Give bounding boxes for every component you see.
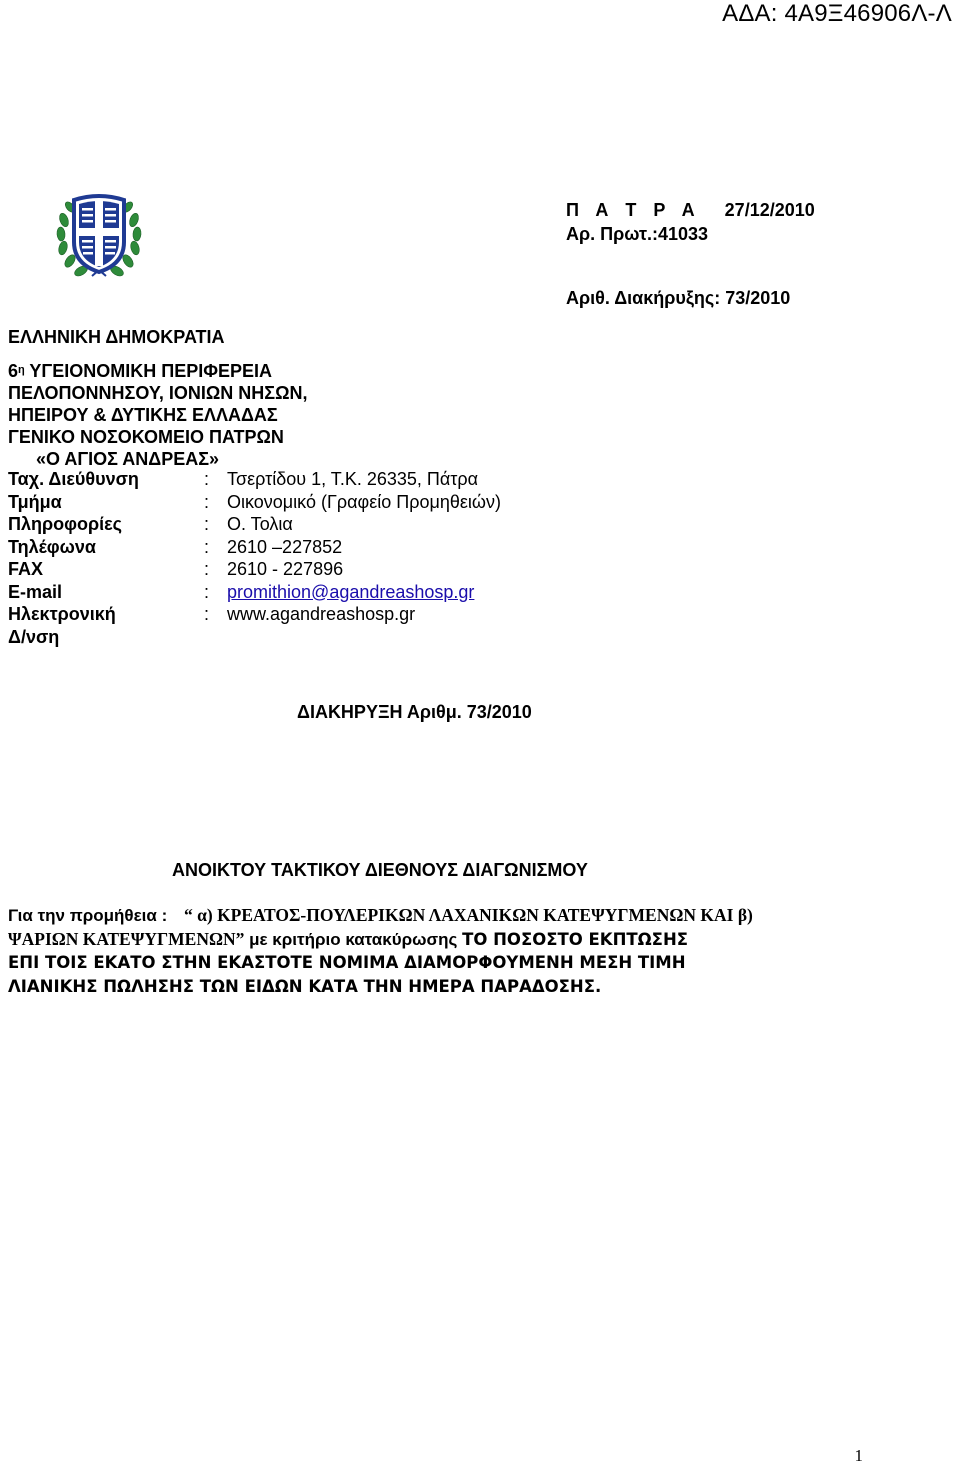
contact-colon: : [204, 491, 210, 512]
contact-label: Πληροφορίες [8, 514, 123, 534]
contact-value: 2610 - 227896 [227, 559, 344, 579]
contact-label: E-mail [8, 581, 63, 602]
declaration-heading: ΔΙΑΚΗΡΥΞΗ Αριθμ. 73/2010 [297, 702, 532, 722]
description-line-1 [8, 904, 948, 928]
tender-description [8, 904, 948, 998]
ada-code: ΑΔΑ: 4Α9Ξ46906Λ-Λ [722, 0, 952, 27]
tender-title: ΑΝΟΙΚΤΟΥ ΤΑΚΤΙΚΟΥ ΔΙΕΘΝΟΥΣ ΔΙΑΓΩΝΙΣΜΟΥ [172, 860, 588, 880]
quote-close: ” [235, 928, 245, 949]
region-superscript: η [18, 364, 25, 376]
contact-value: Οικονομικό (Γραφείο Προμηθειών) [227, 491, 501, 512]
authority-line-3: ΠΕΛΟΠΟΝΝΗΣΟΥ, ΙΟΝΙΩΝ ΝΗΣΩΝ, [8, 383, 308, 403]
region-number: 6 [8, 361, 19, 381]
declaration-number: Αριθ. Διακήρυξης: 73/2010 [566, 288, 791, 308]
contact-label: Ηλεκτρονική [8, 604, 116, 624]
contact-label: Δ/νση [8, 626, 60, 647]
contact-colon: : [204, 559, 210, 579]
contact-colon: : [204, 581, 210, 602]
criterion-emphasis: ΤΟ ΠΟΣΟΣΤΟ ΕΚΠΤΩΣΗΣ [462, 929, 689, 949]
greek-coat-of-arms-icon [56, 190, 142, 282]
contact-colon: : [204, 514, 210, 534]
email-link[interactable]: promithion@agandreashosp.gr [227, 581, 475, 602]
contact-label: FAX [8, 559, 44, 579]
contact-label: Τμήμα [8, 491, 62, 512]
authority-line-6: «Ο ΑΓΙΟΣ ΑΝΔΡΕΑΣ» [36, 449, 220, 469]
quote-open: “ [183, 905, 193, 925]
issuing-authority [8, 326, 308, 470]
description-line-4: ΛΙΑΝΙΚΗΣ ΠΩΛΗΣΗΣ ΤΩΝ ΕΙΔΩΝ ΚΑΤΑ ΤΗΝ ΗΜΕΡΑ ΠΑΡΑΔΟΣΗΣ. [8, 976, 602, 996]
authority-line-5: ΓΕΝΙΚΟ ΝΟΣΟΚΟΜΕΙΟ ΠΑΤΡΩΝ [8, 427, 284, 447]
items-line-1: α) ΚΡΕΑΤΟΣ-ΠΟΥΛΕΡΙΚΩΝ ΛΑΧΑΝΙΚΩΝ ΚΑΤΕΨΥΓΜΕΝΩΝ ΚΑΙ β) [192, 905, 753, 925]
contact-value: Ο. Τολια [227, 514, 293, 534]
page-number: 1 [854, 1446, 863, 1465]
authority-line-4: ΗΠΕΙΡΟΥ & ΔΥΤΙΚΗΣ ΕΛΛΑΔΑΣ [8, 405, 278, 425]
protocol-number: Αρ. Πρωτ.:41033 [566, 224, 709, 244]
city-and-date [566, 200, 815, 221]
description-intro: Για την προμήθεια : [8, 906, 172, 925]
contact-colon: : [204, 536, 210, 557]
items-line-2: ΨΑΡΙΩΝ ΚΑΤΕΨΥΓΜΕΝΩΝ [8, 928, 236, 949]
contact-colon: : [204, 604, 210, 624]
region-name: ΥΓΕΙΟΝΟΜΙΚΗ ΠΕΡΙΦΕΡΕΙΑ [24, 361, 273, 381]
website-url: www.agandreashosp.gr [227, 604, 416, 624]
city: Π Α Τ Ρ Α [566, 200, 701, 220]
contact-label: Ταχ. Διεύθυνση [8, 469, 139, 489]
description-line-3: ΕΠΙ ΤΟΙΣ ΕΚΑΤΟ ΣΤΗΝ ΕΚΑΣΤΟΤΕ ΝΟΜΙΜΑ ΔΙΑΜΟΡΦΟΥΜΕΝΗ ΜΕΣΗ ΤΙΜΗ [8, 953, 686, 972]
contact-value: 2610 –227852 [227, 536, 343, 557]
authority-line-2 [8, 360, 308, 382]
contact-label: Τηλέφωνα [8, 536, 96, 557]
document-date: 27/12/2010 [724, 200, 815, 220]
criterion-text: με κριτήριο κατακύρωσης [244, 929, 463, 949]
contact-colon: : [204, 469, 210, 489]
description-line-2 [8, 928, 948, 952]
authority-line-1: ΕΛΛΗΝΙΚΗ ΔΗΜΟΚΡΑΤΙΑ [8, 327, 225, 347]
contact-value: Τσερτίδου 1, Τ.Κ. 26335, Πάτρα [227, 469, 479, 489]
